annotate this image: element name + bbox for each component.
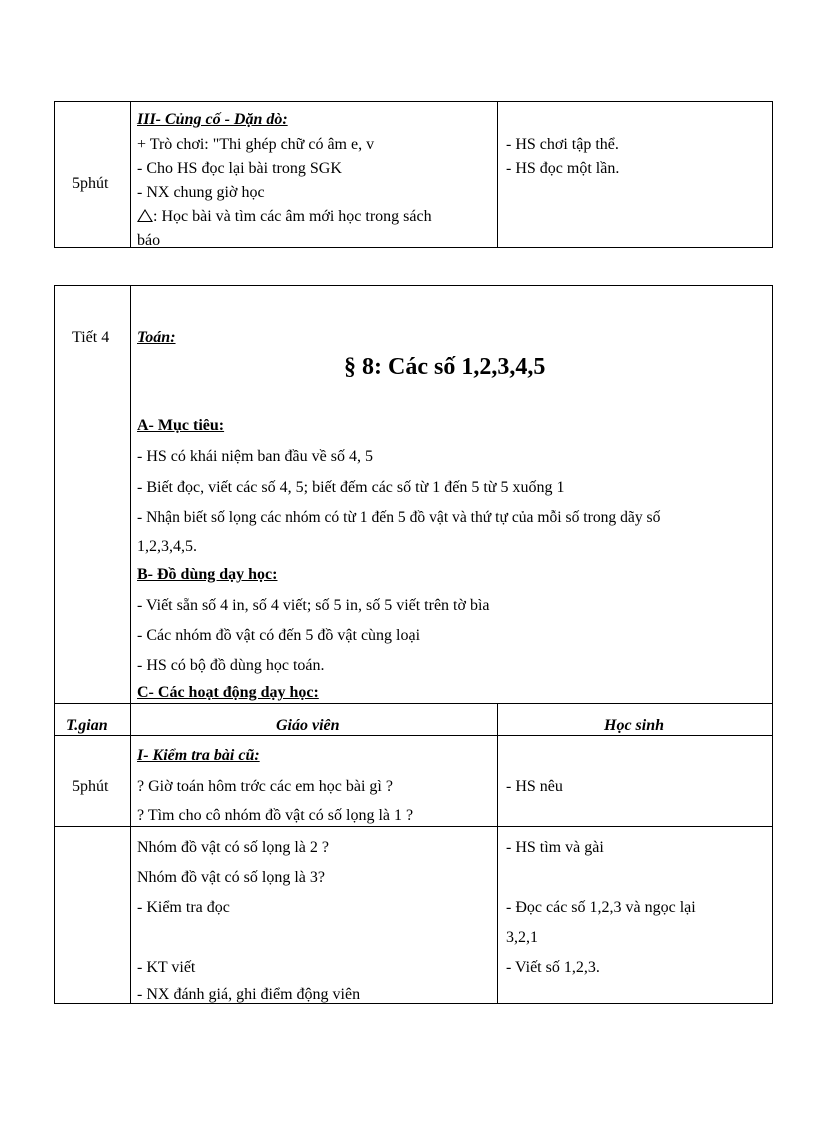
teacher-line: Nhóm đồ vật có số lọng là 2 ?: [137, 839, 329, 856]
student-line: - HS đọc một lần.: [506, 160, 620, 177]
column-header-teacher: Giáo viên: [276, 717, 340, 734]
teacher-line: - Kiểm tra đọc: [137, 899, 230, 916]
column-header-time: T.gian: [66, 717, 108, 734]
student-line: - HS tìm và gài: [506, 839, 604, 856]
warning-triangle-icon: [137, 209, 153, 222]
objective-item: - HS có khái niệm ban đầu về số 4, 5: [137, 448, 373, 465]
materials-heading: B- Đồ dùng dạy học:: [137, 566, 278, 583]
student-line: - Viết số 1,2,3.: [506, 959, 600, 976]
teacher-line: báo: [137, 233, 161, 246]
period-label: Tiết 4: [72, 329, 110, 346]
material-item: - HS có bộ đồ dùng học toán.: [137, 657, 325, 674]
student-line: - HS nêu: [506, 778, 563, 795]
subject-heading: Toán:: [137, 329, 176, 346]
time-cell: 5phút: [72, 778, 109, 795]
objective-item: 1,2,3,4,5.: [137, 538, 197, 555]
teacher-line: - Cho HS đọc lại bài trong SGK: [137, 160, 342, 177]
student-line: - Đọc các số 1,2,3 và ngọc lại: [506, 899, 696, 916]
student-line: 3,2,1: [506, 929, 538, 946]
objective-item: - Nhận biết số lọng các nhóm có từ 1 đến 5 đồ vật và thứ tự của mỗi số trong dãy số: [137, 509, 661, 526]
teacher-line-clip: [137, 808, 492, 826]
teacher-line: + Trò chơi: "Thi ghép chữ có âm e, v: [137, 136, 375, 153]
objectives-heading: A- Mục tiêu:: [137, 417, 225, 434]
column-header-student: Học sinh: [604, 717, 665, 734]
section-heading: I- Kiểm tra bài cũ:: [137, 747, 260, 764]
section-heading: III- Củng cố - Dặn dò:: [137, 111, 288, 128]
time-cell: 5phút: [72, 175, 109, 192]
material-item: - Các nhóm đồ vật có đến 5 đồ vật cùng loại: [137, 627, 421, 644]
material-item: - Viết sẵn số 4 in, số 4 viết; số 5 in, số 5 viết trên tờ bìa: [137, 597, 490, 614]
teacher-line: - NX chung giờ học: [137, 184, 265, 201]
activities-heading: C- Các hoạt động dạy học:: [137, 685, 319, 701]
teacher-line: - NX đánh giá, ghi điểm động viên: [137, 987, 361, 1003]
teacher-line-homework: : Học bài và tìm các âm mới học trong sách: [137, 209, 432, 225]
teacher-line: - KT viết: [137, 959, 196, 976]
lesson-title: § 8: Các số 1,2,3,4,5: [344, 354, 546, 380]
teacher-line: ? Tìm cho cô nhóm đồ vật có số lọng là 1 ?: [137, 808, 414, 824]
objective-item: - Biết đọc, viết các số 4, 5; biết đếm các số từ 1 đến 5 từ 5 xuống 1: [137, 479, 565, 496]
teacher-line: Nhóm đồ vật có số lọng là 3?: [137, 869, 325, 886]
activities-heading-clip: [137, 685, 497, 702]
teacher-line: ? Giờ toán hôm trớc các em học bài gì ?: [137, 778, 393, 795]
teacher-line-clip: [137, 987, 492, 1003]
student-line: - HS chơi tập thể.: [506, 136, 619, 153]
